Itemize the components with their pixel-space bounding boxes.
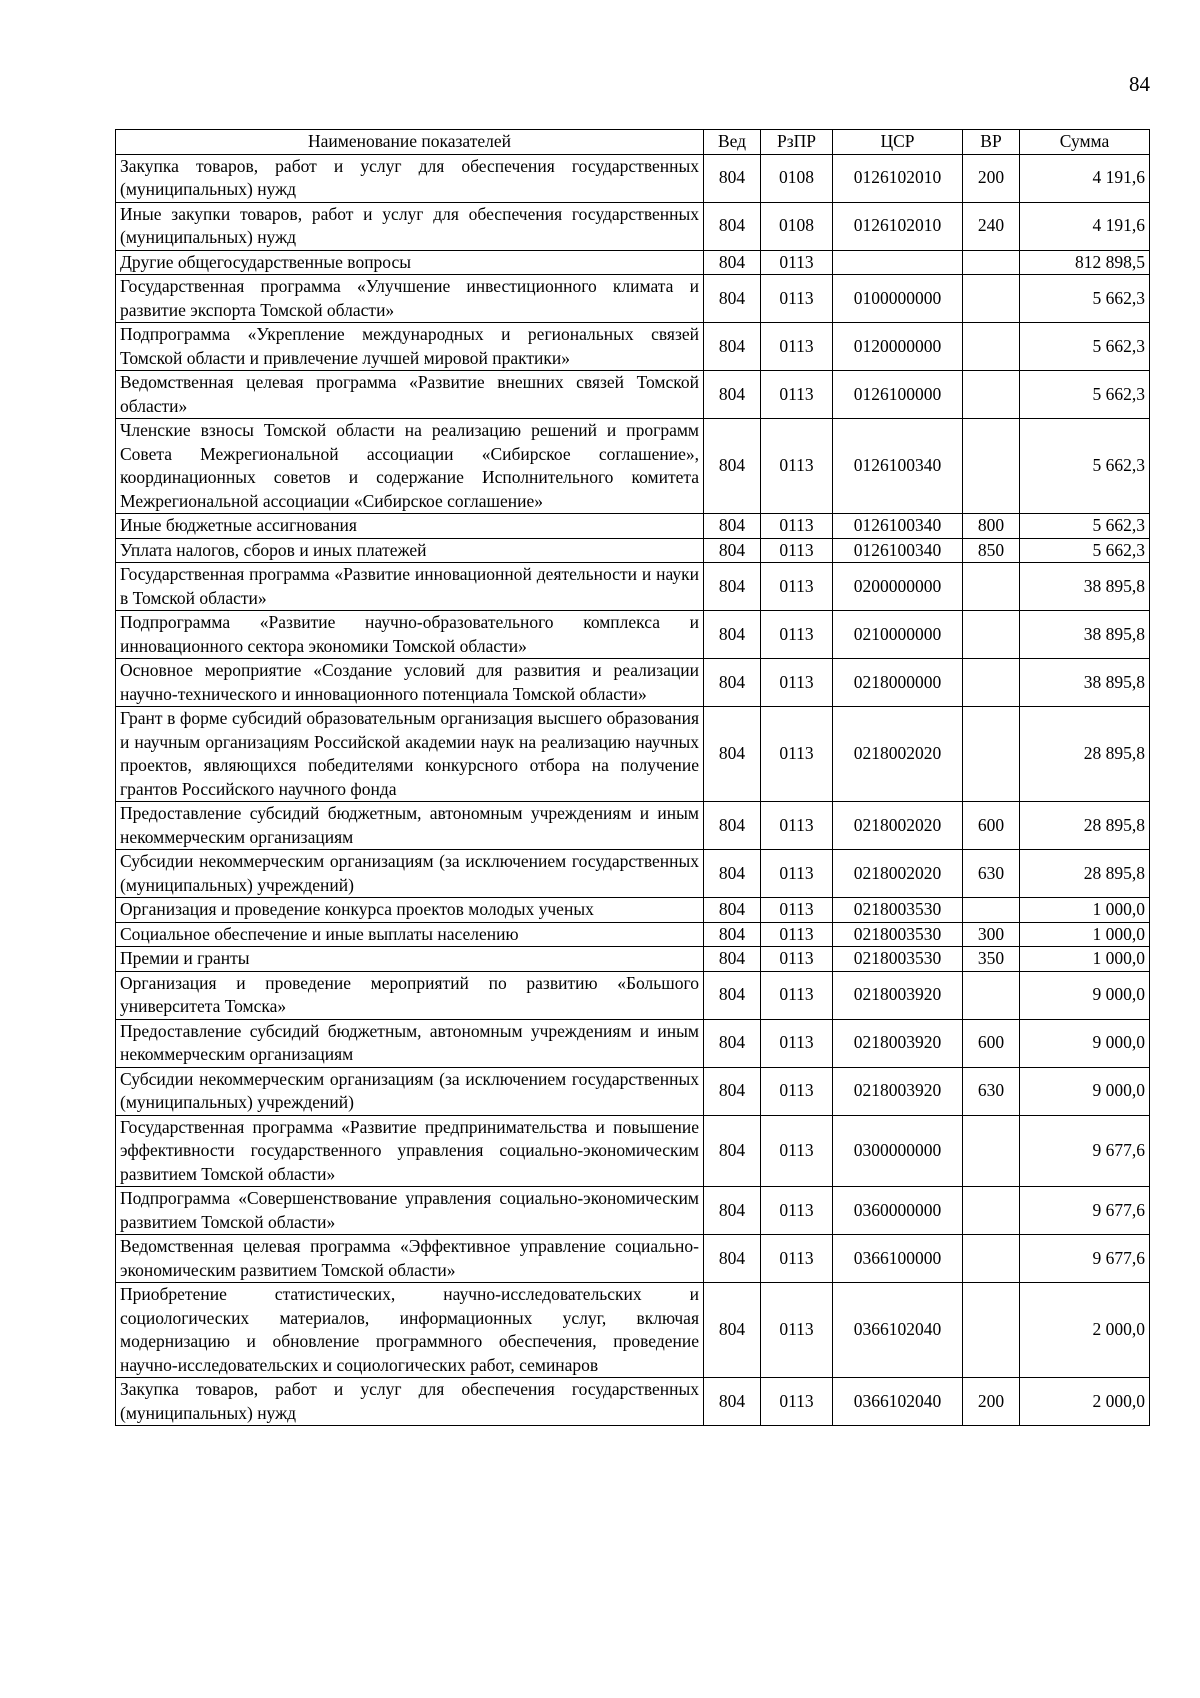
cell-name: Государственная программа «Улучшение инвестиционного климата и развитие экспорта Томской области»	[116, 275, 704, 323]
table-row	[116, 1019, 1150, 1067]
table-row	[116, 563, 1150, 611]
cell-name: Членские взносы Томской области на реализацию решений и программ Совета Межрегиональной ассоциации «Сибирское соглашение», координационных советов и содержание Исполнительного комитета Межрегиональной ассоциации «Сибирское соглашение»	[116, 419, 704, 514]
cell-name: Подпрограмма «Укрепление международных и региональных связей Томской области и привлечение лучшей мировой практики»	[116, 323, 704, 371]
cell-rzpr: 0113	[761, 323, 833, 371]
cell-name: Грант в форме субсидий образовательным организация высшего образования и научным организациям Российской академии наук на реализацию научных проектов, являющихся победителями конкурсного отбора на получение грантов Российского научного фонда	[116, 707, 704, 802]
cell-sum: 38 895,8	[1020, 611, 1150, 659]
cell-vr	[963, 1115, 1020, 1187]
cell-name: Субсидии некоммерческим организациям (за исключением государственных (муниципальных) учреждений)	[116, 1067, 704, 1115]
cell-csr: 0218003920	[833, 1067, 963, 1115]
cell-csr: 0126102010	[833, 154, 963, 202]
header-sum: Сумма	[1020, 130, 1150, 155]
table-row	[116, 250, 1150, 275]
cell-name: Предоставление субсидий бюджетным, автономным учреждениям и иным некоммерческим организациям	[116, 1019, 704, 1067]
cell-csr: 0218000000	[833, 659, 963, 707]
cell-vr	[963, 659, 1020, 707]
cell-rzpr: 0113	[761, 1019, 833, 1067]
table-row	[116, 707, 1150, 802]
cell-vr	[963, 1283, 1020, 1378]
cell-csr: 0366102040	[833, 1283, 963, 1378]
cell-sum: 9 677,6	[1020, 1187, 1150, 1235]
cell-rzpr: 0113	[761, 707, 833, 802]
cell-ved: 804	[704, 659, 761, 707]
cell-rzpr: 0113	[761, 514, 833, 539]
cell-vr	[963, 707, 1020, 802]
cell-name: Закупка товаров, работ и услуг для обеспечения государственных (муниципальных) нужд	[116, 1378, 704, 1426]
cell-sum: 38 895,8	[1020, 659, 1150, 707]
cell-ved: 804	[704, 1378, 761, 1426]
cell-sum: 9 000,0	[1020, 1019, 1150, 1067]
cell-rzpr: 0113	[761, 850, 833, 898]
table-row	[116, 419, 1150, 514]
cell-rzpr: 0113	[761, 802, 833, 850]
cell-csr	[833, 250, 963, 275]
cell-vr: 630	[963, 1067, 1020, 1115]
table-row	[116, 1115, 1150, 1187]
cell-sum: 5 662,3	[1020, 514, 1150, 539]
cell-sum: 4 191,6	[1020, 154, 1150, 202]
cell-sum: 2 000,0	[1020, 1378, 1150, 1426]
table-row	[116, 971, 1150, 1019]
table-row	[116, 514, 1150, 539]
cell-csr: 0218002020	[833, 707, 963, 802]
table-row	[116, 1235, 1150, 1283]
cell-name: Организация и проведение мероприятий по развитию «Большого университета Томска»	[116, 971, 704, 1019]
cell-rzpr: 0108	[761, 202, 833, 250]
cell-vr	[963, 1187, 1020, 1235]
cell-sum: 9 677,6	[1020, 1235, 1150, 1283]
table-row	[116, 538, 1150, 563]
cell-rzpr: 0113	[761, 659, 833, 707]
cell-ved: 804	[704, 1067, 761, 1115]
cell-vr	[963, 323, 1020, 371]
cell-rzpr: 0113	[761, 250, 833, 275]
table-row	[116, 202, 1150, 250]
cell-ved: 804	[704, 1235, 761, 1283]
cell-ved: 804	[704, 947, 761, 972]
cell-sum: 28 895,8	[1020, 707, 1150, 802]
cell-rzpr: 0113	[761, 898, 833, 923]
cell-rzpr: 0113	[761, 922, 833, 947]
cell-csr: 0218003530	[833, 947, 963, 972]
cell-name: Иные бюджетные ассигнования	[116, 514, 704, 539]
cell-sum: 5 662,3	[1020, 419, 1150, 514]
cell-rzpr: 0113	[761, 419, 833, 514]
cell-rzpr: 0113	[761, 563, 833, 611]
cell-ved: 804	[704, 1283, 761, 1378]
cell-rzpr: 0113	[761, 538, 833, 563]
cell-vr: 240	[963, 202, 1020, 250]
cell-ved: 804	[704, 563, 761, 611]
cell-csr: 0360000000	[833, 1187, 963, 1235]
cell-ved: 804	[704, 971, 761, 1019]
cell-ved: 804	[704, 419, 761, 514]
cell-name: Уплата налогов, сборов и иных платежей	[116, 538, 704, 563]
cell-sum: 4 191,6	[1020, 202, 1150, 250]
cell-sum: 28 895,8	[1020, 802, 1150, 850]
cell-sum: 28 895,8	[1020, 850, 1150, 898]
cell-name: Субсидии некоммерческим организациям (за исключением государственных (муниципальных) учреждений)	[116, 850, 704, 898]
cell-sum: 38 895,8	[1020, 563, 1150, 611]
cell-sum: 5 662,3	[1020, 371, 1150, 419]
cell-rzpr: 0113	[761, 971, 833, 1019]
cell-vr: 350	[963, 947, 1020, 972]
table-row	[116, 371, 1150, 419]
cell-name: Премии и гранты	[116, 947, 704, 972]
cell-sum: 1 000,0	[1020, 898, 1150, 923]
cell-sum: 5 662,3	[1020, 323, 1150, 371]
cell-vr	[963, 250, 1020, 275]
cell-name: Основное мероприятие «Создание условий для развития и реализации научно-технического и инновационного потенциала Томской области»	[116, 659, 704, 707]
table-row	[116, 275, 1150, 323]
table-row	[116, 947, 1150, 972]
cell-vr: 850	[963, 538, 1020, 563]
cell-vr	[963, 275, 1020, 323]
cell-rzpr: 0113	[761, 1235, 833, 1283]
cell-csr: 0126100340	[833, 538, 963, 563]
cell-ved: 804	[704, 922, 761, 947]
table-body	[116, 154, 1150, 1426]
cell-csr: 0218003530	[833, 922, 963, 947]
table-row	[116, 659, 1150, 707]
table-row	[116, 1378, 1150, 1426]
cell-sum: 5 662,3	[1020, 275, 1150, 323]
cell-csr: 0366100000	[833, 1235, 963, 1283]
cell-ved: 804	[704, 371, 761, 419]
cell-vr: 630	[963, 850, 1020, 898]
table-row	[116, 898, 1150, 923]
header-ved: Вед	[704, 130, 761, 155]
cell-ved: 804	[704, 1115, 761, 1187]
cell-ved: 804	[704, 898, 761, 923]
cell-ved: 804	[704, 707, 761, 802]
cell-ved: 804	[704, 154, 761, 202]
cell-vr: 800	[963, 514, 1020, 539]
cell-ved: 804	[704, 1187, 761, 1235]
cell-ved: 804	[704, 202, 761, 250]
cell-rzpr: 0113	[761, 275, 833, 323]
cell-sum: 1 000,0	[1020, 947, 1150, 972]
table-row	[116, 850, 1150, 898]
cell-name: Государственная программа «Развитие инновационной деятельности и науки в Томской области»	[116, 563, 704, 611]
cell-rzpr: 0113	[761, 1283, 833, 1378]
cell-csr: 0100000000	[833, 275, 963, 323]
cell-sum: 1 000,0	[1020, 922, 1150, 947]
cell-ved: 804	[704, 323, 761, 371]
header-csr: ЦСР	[833, 130, 963, 155]
cell-vr	[963, 1235, 1020, 1283]
table-row	[116, 1187, 1150, 1235]
cell-csr: 0300000000	[833, 1115, 963, 1187]
cell-sum: 5 662,3	[1020, 538, 1150, 563]
cell-ved: 804	[704, 802, 761, 850]
cell-name: Приобретение статистических, научно-исследовательских и социологических материалов, информационных услуг, включая модернизацию и обновление программного обеспечения, проведение научно-исследовательских и социологических работ, семинаров	[116, 1283, 704, 1378]
cell-name: Социальное обеспечение и иные выплаты населению	[116, 922, 704, 947]
cell-ved: 804	[704, 250, 761, 275]
cell-rzpr: 0113	[761, 1378, 833, 1426]
cell-rzpr: 0108	[761, 154, 833, 202]
table-row	[116, 802, 1150, 850]
cell-vr: 600	[963, 802, 1020, 850]
cell-vr: 600	[963, 1019, 1020, 1067]
budget-table	[115, 129, 1150, 1426]
cell-vr	[963, 971, 1020, 1019]
cell-rzpr: 0113	[761, 1115, 833, 1187]
cell-rzpr: 0113	[761, 371, 833, 419]
cell-vr	[963, 419, 1020, 514]
table-row	[116, 1067, 1150, 1115]
cell-csr: 0126102010	[833, 202, 963, 250]
cell-csr: 0210000000	[833, 611, 963, 659]
cell-csr: 0120000000	[833, 323, 963, 371]
cell-vr: 300	[963, 922, 1020, 947]
cell-name: Подпрограмма «Совершенствование управления социально-экономическим развитием Томской области»	[116, 1187, 704, 1235]
table-row	[116, 323, 1150, 371]
table-row	[116, 922, 1150, 947]
cell-name: Иные закупки товаров, работ и услуг для обеспечения государственных (муниципальных) нужд	[116, 202, 704, 250]
page-number: 84	[1129, 72, 1150, 96]
cell-csr: 0126100340	[833, 419, 963, 514]
table-header-row	[116, 130, 1150, 155]
cell-rzpr: 0113	[761, 1067, 833, 1115]
cell-csr: 0126100340	[833, 514, 963, 539]
cell-csr: 0218002020	[833, 850, 963, 898]
cell-ved: 804	[704, 850, 761, 898]
cell-name: Государственная программа «Развитие предпринимательства и повышение эффективности государственного управления социально-экономическим развитием Томской области»	[116, 1115, 704, 1187]
cell-rzpr: 0113	[761, 1187, 833, 1235]
cell-ved: 804	[704, 275, 761, 323]
cell-csr: 0218003920	[833, 1019, 963, 1067]
cell-rzpr: 0113	[761, 611, 833, 659]
cell-vr: 200	[963, 154, 1020, 202]
header-rzpr: РзПР	[761, 130, 833, 155]
cell-csr: 0200000000	[833, 563, 963, 611]
cell-csr: 0126100000	[833, 371, 963, 419]
header-name: Наименование показателей	[116, 130, 704, 155]
cell-name: Закупка товаров, работ и услуг для обеспечения государственных (муниципальных) нужд	[116, 154, 704, 202]
cell-vr	[963, 611, 1020, 659]
cell-rzpr: 0113	[761, 947, 833, 972]
table-row	[116, 611, 1150, 659]
table-row	[116, 1283, 1150, 1378]
cell-sum: 9 000,0	[1020, 971, 1150, 1019]
cell-ved: 804	[704, 611, 761, 659]
cell-name: Подпрограмма «Развитие научно-образовательного комплекса и инновационного сектора экономики Томской области»	[116, 611, 704, 659]
cell-csr: 0218003530	[833, 898, 963, 923]
cell-sum: 9 000,0	[1020, 1067, 1150, 1115]
cell-sum: 2 000,0	[1020, 1283, 1150, 1378]
cell-ved: 804	[704, 538, 761, 563]
cell-name: Ведомственная целевая программа «Развитие внешних связей Томской области»	[116, 371, 704, 419]
cell-vr	[963, 563, 1020, 611]
cell-sum: 9 677,6	[1020, 1115, 1150, 1187]
cell-name: Предоставление субсидий бюджетным, автономным учреждениям и иным некоммерческим организациям	[116, 802, 704, 850]
cell-sum: 812 898,5	[1020, 250, 1150, 275]
table-row	[116, 154, 1150, 202]
cell-name: Другие общегосударственные вопросы	[116, 250, 704, 275]
cell-ved: 804	[704, 514, 761, 539]
cell-vr	[963, 898, 1020, 923]
cell-name: Ведомственная целевая программа «Эффективное управление социально-экономическим развитием Томской области»	[116, 1235, 704, 1283]
cell-vr: 200	[963, 1378, 1020, 1426]
header-vr: ВР	[963, 130, 1020, 155]
cell-csr: 0218002020	[833, 802, 963, 850]
cell-vr	[963, 371, 1020, 419]
cell-name: Организация и проведение конкурса проектов молодых ученых	[116, 898, 704, 923]
cell-csr: 0218003920	[833, 971, 963, 1019]
cell-ved: 804	[704, 1019, 761, 1067]
cell-csr: 0366102040	[833, 1378, 963, 1426]
